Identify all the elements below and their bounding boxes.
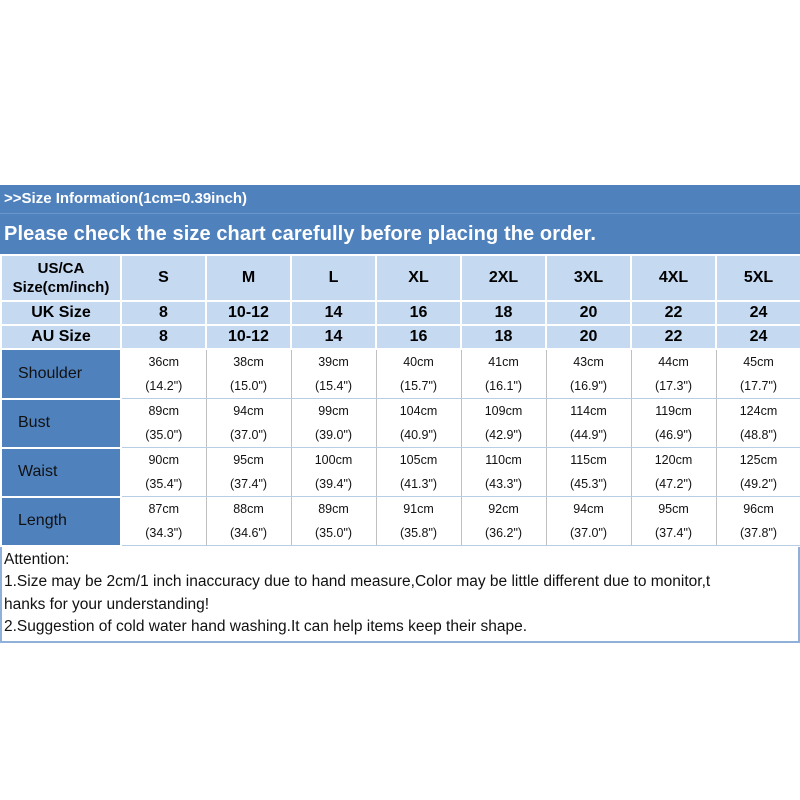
au-size-value: 14 bbox=[291, 325, 376, 349]
measurement-cell bbox=[206, 448, 291, 497]
measurement-inch: (47.2") bbox=[654, 477, 693, 491]
measurement-inch: (44.9") bbox=[569, 428, 608, 442]
measurement-cell bbox=[631, 497, 716, 546]
size-chart bbox=[0, 185, 800, 643]
au-size-value: 18 bbox=[461, 325, 546, 349]
measurement-cm: 90cm bbox=[148, 453, 180, 467]
measurement-cm: 92cm bbox=[488, 502, 519, 516]
uk-size-value: 22 bbox=[631, 301, 716, 325]
measurement-cell bbox=[376, 448, 461, 497]
measurement-cm: 45cm bbox=[743, 355, 774, 369]
measurement-cell bbox=[376, 497, 461, 546]
measurement-cell bbox=[631, 399, 716, 448]
measurement-row-bust bbox=[1, 399, 800, 448]
measurement-inch: (34.3") bbox=[145, 526, 183, 540]
size-column-header: M bbox=[206, 255, 291, 301]
measurement-cell bbox=[206, 349, 291, 399]
measurement-cell bbox=[631, 448, 716, 497]
size-column-header: 4XL bbox=[631, 255, 716, 301]
uk-size-value: 16 bbox=[376, 301, 461, 325]
size-column-header: S bbox=[121, 255, 206, 301]
measurement-inch: (42.9") bbox=[484, 428, 523, 442]
measurement-cm: 95cm bbox=[658, 502, 689, 516]
measurement-inch: (49.2") bbox=[739, 477, 778, 491]
us-size-label: US/CA bbox=[37, 260, 85, 277]
measurement-cell bbox=[461, 349, 546, 399]
measurement-cm: 38cm bbox=[233, 355, 264, 369]
measurement-cm: 39cm bbox=[318, 355, 349, 369]
measurement-cm: 91cm bbox=[403, 502, 434, 516]
measurement-inch: (15.4") bbox=[314, 379, 353, 393]
uk-size-value: 18 bbox=[461, 301, 546, 325]
attention-line-3: 2.Suggestion of cold water hand washing.It can help items keep their shape. bbox=[4, 618, 528, 635]
measurement-cm: 109cm bbox=[484, 404, 523, 418]
measurement-cm: 95cm bbox=[233, 453, 264, 467]
measurement-inch: (35.4") bbox=[145, 477, 183, 491]
measurement-cell bbox=[376, 349, 461, 399]
measurement-cm: 96cm bbox=[743, 502, 774, 516]
us-size-header-cell bbox=[1, 255, 121, 301]
measurement-cm: 87cm bbox=[148, 502, 180, 516]
measurement-inch: (16.9") bbox=[569, 379, 608, 393]
measurement-cell bbox=[121, 497, 206, 546]
measurement-cell bbox=[546, 497, 631, 546]
measurement-inch: (34.6") bbox=[229, 526, 268, 540]
measurement-cm: 100cm bbox=[314, 453, 353, 467]
measurement-cell bbox=[206, 497, 291, 546]
measurement-cm: 105cm bbox=[399, 453, 438, 467]
uk-size-label: UK Size bbox=[1, 301, 121, 325]
measurement-cm: 110cm bbox=[485, 453, 522, 467]
measurement-inch: (37.0") bbox=[229, 428, 268, 442]
measurement-inch: (40.9") bbox=[399, 428, 438, 442]
size-table-body bbox=[1, 255, 800, 546]
measurement-inch: (46.9") bbox=[654, 428, 693, 442]
measurement-cm: 104cm bbox=[399, 404, 438, 418]
measurement-label: Shoulder bbox=[1, 349, 121, 399]
measurement-cm: 120cm bbox=[654, 453, 693, 467]
measurement-cm: 36cm bbox=[148, 355, 180, 369]
measurement-cell bbox=[461, 448, 546, 497]
measurement-inch: (17.3") bbox=[654, 379, 693, 393]
measurement-cell bbox=[291, 448, 376, 497]
au-size-row bbox=[1, 325, 800, 349]
measurement-inch: (15.7") bbox=[399, 379, 438, 393]
measurement-inch: (41.3") bbox=[399, 477, 438, 491]
uk-size-value: 20 bbox=[546, 301, 631, 325]
measurement-cm: 44cm bbox=[658, 355, 689, 369]
measurement-cm: 89cm bbox=[148, 404, 180, 418]
measurement-cm: 114cm bbox=[570, 404, 607, 418]
measurement-inch: (35.8") bbox=[399, 526, 438, 540]
measurement-cell bbox=[376, 399, 461, 448]
size-chart-banner bbox=[0, 185, 800, 254]
attention-notes bbox=[0, 547, 800, 643]
measurement-cm: 124cm bbox=[739, 404, 778, 418]
measurement-cm: 94cm bbox=[573, 502, 604, 516]
us-size-row bbox=[1, 255, 800, 301]
measurement-cell bbox=[461, 399, 546, 448]
measurement-cm: 41cm bbox=[488, 355, 519, 369]
au-size-value: 16 bbox=[376, 325, 461, 349]
measurement-inch: (35.0") bbox=[145, 428, 183, 442]
measurement-cell bbox=[716, 497, 800, 546]
measurement-label: Bust bbox=[1, 399, 121, 448]
measurement-inch: (48.8") bbox=[739, 428, 778, 442]
measurement-cm: 40cm bbox=[403, 355, 434, 369]
uk-size-value: 10-12 bbox=[206, 301, 291, 325]
measurement-inch: (37.4") bbox=[654, 526, 693, 540]
measurement-cell bbox=[546, 399, 631, 448]
au-size-value: 20 bbox=[546, 325, 631, 349]
measurement-inch: (37.8") bbox=[739, 526, 778, 540]
measurement-cell bbox=[546, 448, 631, 497]
uk-size-value: 8 bbox=[121, 301, 206, 325]
measurement-inch: (37.4") bbox=[229, 477, 268, 491]
measurement-cell bbox=[291, 497, 376, 546]
size-column-header: 3XL bbox=[546, 255, 631, 301]
measurement-inch: (45.3") bbox=[569, 477, 608, 491]
measurement-cell bbox=[631, 349, 716, 399]
au-size-label: AU Size bbox=[1, 325, 121, 349]
measurement-inch: (37.0") bbox=[569, 526, 608, 540]
measurement-cm: 119cm bbox=[655, 404, 692, 418]
measurement-cell bbox=[461, 497, 546, 546]
size-column-header: XL bbox=[376, 255, 461, 301]
measurement-cm: 43cm bbox=[573, 355, 604, 369]
measurement-cell bbox=[716, 448, 800, 497]
attention-line-1: 1.Size may be 2cm/1 inch inaccuracy due to hand measure,Color may be little different due to monitor,t bbox=[4, 573, 711, 590]
size-table bbox=[0, 254, 800, 547]
size-check-notice: Please check the size chart carefully before placing the order. bbox=[4, 223, 597, 245]
measurement-inch: (15.0") bbox=[229, 379, 268, 393]
uk-size-row bbox=[1, 301, 800, 325]
measurement-cm: 94cm bbox=[233, 404, 264, 418]
measurement-inch: (39.0") bbox=[314, 428, 353, 442]
measurement-inch: (43.3") bbox=[484, 477, 523, 491]
size-column-header: 2XL bbox=[461, 255, 546, 301]
attention-heading: Attention: bbox=[4, 550, 70, 568]
measurement-row-length bbox=[1, 497, 800, 546]
uk-size-value: 24 bbox=[716, 301, 800, 325]
size-column-header: 5XL bbox=[716, 255, 800, 301]
measurement-label: Waist bbox=[1, 448, 121, 497]
measurement-inch: (36.2") bbox=[484, 526, 523, 540]
au-size-value: 8 bbox=[121, 325, 206, 349]
measurement-inch: (14.2") bbox=[145, 379, 183, 393]
measurement-cell bbox=[716, 399, 800, 448]
measurement-inch: (35.0") bbox=[314, 526, 353, 540]
au-size-value: 10-12 bbox=[206, 325, 291, 349]
measurement-cell bbox=[546, 349, 631, 399]
measurement-row-waist bbox=[1, 448, 800, 497]
measurement-cm: 125cm bbox=[739, 453, 778, 467]
measurement-cm: 99cm bbox=[318, 404, 349, 418]
au-size-value: 22 bbox=[631, 325, 716, 349]
measurement-cell bbox=[121, 349, 206, 399]
measurement-inch: (39.4") bbox=[314, 477, 353, 491]
au-size-value: 24 bbox=[716, 325, 800, 349]
measurement-cell bbox=[121, 399, 206, 448]
measurement-cm: 115cm bbox=[570, 453, 607, 467]
measurement-label: Length bbox=[1, 497, 121, 546]
measurement-cm: 89cm bbox=[318, 502, 349, 516]
measurement-row-shoulder bbox=[1, 349, 800, 399]
attention-line-2: hanks for your understanding! bbox=[4, 595, 210, 613]
measurement-inch: (17.7") bbox=[739, 379, 778, 393]
size-info-heading: >>Size Information(1cm=0.39inch) bbox=[0, 185, 800, 214]
measurement-cell bbox=[291, 349, 376, 399]
size-column-header: L bbox=[291, 255, 376, 301]
measurement-cell bbox=[716, 349, 800, 399]
size-unit-label: Size(cm/inch) bbox=[12, 279, 110, 296]
measurement-cm: 88cm bbox=[233, 502, 264, 516]
measurement-cell bbox=[206, 399, 291, 448]
measurement-cell bbox=[291, 399, 376, 448]
measurement-cell bbox=[121, 448, 206, 497]
measurement-inch: (16.1") bbox=[484, 379, 523, 393]
uk-size-value: 14 bbox=[291, 301, 376, 325]
